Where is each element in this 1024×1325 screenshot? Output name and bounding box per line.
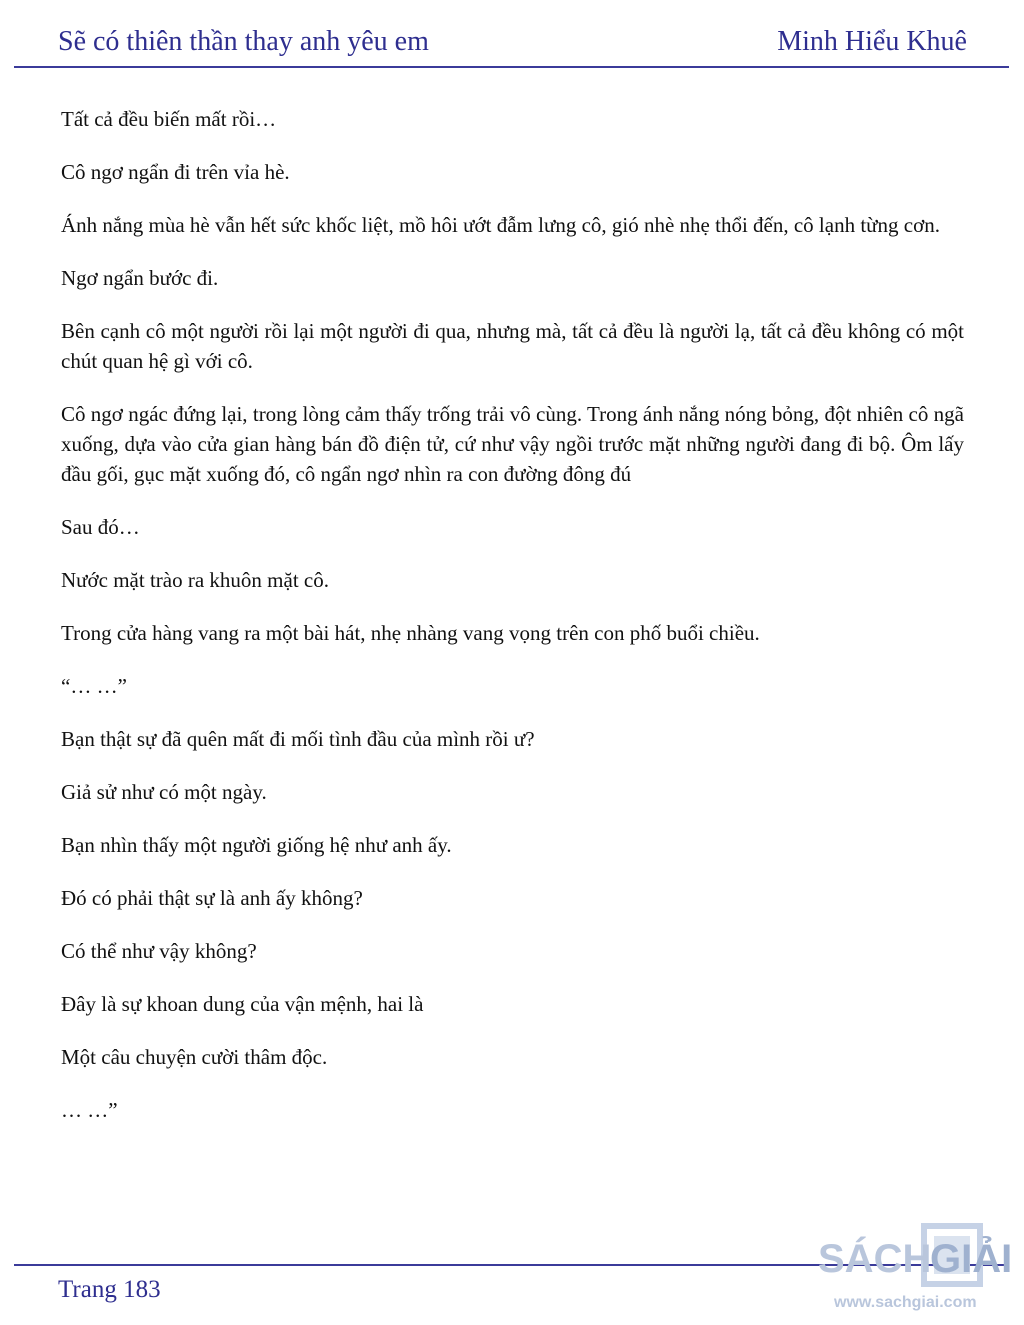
paragraph: Cô ngơ ngác đứng lại, trong lòng cảm thấy trống trải vô cùng. Trong ánh nắng nóng bỏng, đột nhiên cô ngã xuống, dựa vào cửa gian hàng bán đồ điện tử, cứ như vậy ngồi trước mặt những người đang đi bộ. Ôm lấy đầu gối, gục mặt xuống đó, cô ngẩn ngơ nhìn ra con đường đông đú bbox=[61, 402, 964, 486]
paragraph: Tất cả đều biến mất rồi… bbox=[61, 107, 277, 131]
paragraph: Ngơ ngẩn bước đi. bbox=[61, 266, 219, 290]
svg-text:SÁCH: SÁCH bbox=[818, 1237, 932, 1281]
book-title: Sẽ có thiên thần thay anh yêu em bbox=[58, 26, 429, 57]
page-header bbox=[14, 22, 1009, 68]
paragraph: … …” bbox=[61, 1098, 118, 1122]
chapter-body bbox=[61, 104, 964, 1148]
page-number: Trang 183 bbox=[58, 1276, 161, 1303]
paragraph: Bạn thật sự đã quên mất đi mối tình đầu của mình rồi ư? bbox=[61, 727, 535, 751]
paragraph: “… …” bbox=[61, 674, 127, 698]
book-author: Minh Hiểu Khuê bbox=[777, 26, 967, 57]
paragraph: Cô ngơ ngẩn đi trên vỉa hè. bbox=[61, 160, 290, 184]
paragraph: Có thể như vậy không? bbox=[61, 939, 257, 963]
watermark-url: www.sachgiai.com bbox=[834, 1294, 977, 1311]
paragraph: Nước mặt trào ra khuôn mặt cô. bbox=[61, 568, 329, 592]
paragraph: Một câu chuyện cười thâm độc. bbox=[61, 1045, 328, 1069]
paragraph: Bên cạnh cô một người rồi lại một người đi qua, nhưng mà, tất cả đều là người lạ, tất cả đều không có một chút quan hệ gì với cô. bbox=[61, 319, 964, 373]
paragraph: Ánh nắng mùa hè vẫn hết sức khốc liệt, mồ hôi ướt đẫm lưng cô, gió nhè nhẹ thổi đến, cô lạnh từng cơn. bbox=[61, 213, 940, 237]
watermark-logo-icon bbox=[818, 1222, 1024, 1294]
paragraph: Sau đó… bbox=[61, 515, 140, 539]
svg-text:GIẢI: GIẢI bbox=[930, 1237, 1013, 1281]
paragraph: Đây là sự khoan dung của vận mệnh, hai là bbox=[61, 992, 424, 1016]
paragraph: Bạn nhìn thấy một người giống hệ như anh ấy. bbox=[61, 833, 452, 857]
paragraph: Đó có phải thật sự là anh ấy không? bbox=[61, 886, 363, 910]
paragraph: Giả sử như có một ngày. bbox=[61, 780, 267, 804]
watermark-logo bbox=[818, 1222, 1024, 1322]
paragraph: Trong cửa hàng vang ra một bài hát, nhẹ nhàng vang vọng trên con phố buổi chiều. bbox=[61, 621, 760, 645]
